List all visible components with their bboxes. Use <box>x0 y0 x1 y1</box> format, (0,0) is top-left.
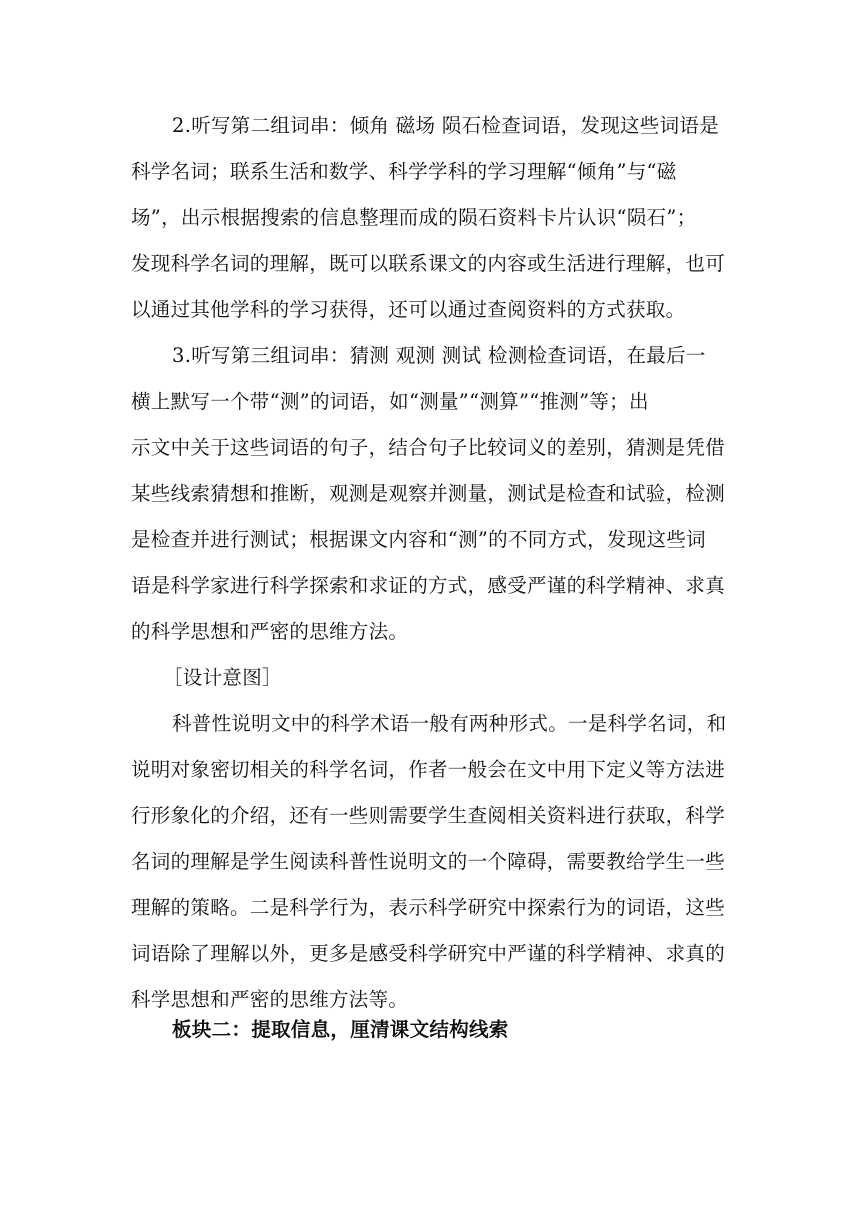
text-line: 说明对象密切相关的科学名词，作者一般会在文中用下定义等方法进 <box>131 758 726 781</box>
text-line: 示文中关于这些词语的句子，结合句子比较词义的差别，猜测是凭借 <box>131 436 726 459</box>
text-line: 以通过其他学科的学习获得，还可以通过查阅资料的方式获取。 <box>131 298 686 321</box>
text-line: 2.听写第二组词串：倾角 磁场 陨石检查词语，发现这些词语是 <box>172 114 720 137</box>
text-line: 场”，出示根据搜索的信息整理而成的陨石资料卡片认识“陨石”； <box>131 206 697 229</box>
text-line: 某些线索猜想和推断，观测是观察并测量，测试是检查和试验，检测 <box>131 482 726 505</box>
text-line: 发现科学名词的理解，既可以联系课文的内容或生活进行理解，也可 <box>131 252 726 275</box>
text-line: 名词的理解是学生阅读科普性说明文的一个障碍，需要教给学生一些 <box>131 850 726 873</box>
text-line: 词语除了理解以外，更多是感受科学研究中严谨的科学精神、求真的 <box>131 942 726 965</box>
text-line: 的科学思想和严密的思维方法。 <box>131 620 409 643</box>
heading-text: 板块二：提取信息，厘清课文结构线索 <box>172 1018 509 1041</box>
text-line: 语是科学家进行科学探索和求证的方式，感受严谨的科学精神、求真 <box>131 574 726 597</box>
text-line: 3.听写第三组词串：猜测 观测 测试 检测检查词语，在最后一 <box>172 344 706 367</box>
text-line: 科学名词；联系生活和数学、科学学科的学习理解“倾角”与“磁 <box>131 160 677 183</box>
text-line: 是检查并进行测试；根据课文内容和“测”的不同方式，发现这些词 <box>131 528 706 551</box>
text-line: 行形象化的介绍，还有一些则需要学生查阅相关资料进行获取，科学 <box>131 804 726 827</box>
heading-text: ［设计意图］ <box>163 666 282 689</box>
text-line: 理解的策略。二是科学行为，表示科学研究中探索行为的词语，这些 <box>131 896 726 919</box>
text-line: 科学思想和严密的思维方法等。 <box>131 988 409 1011</box>
text-line: 科普性说明文中的科学术语一般有两种形式。一是科学名词，和 <box>172 712 727 735</box>
text-line: 横上默写一个带“测”的词语，如“测量”“测算”“推测”等；出 <box>131 390 649 413</box>
